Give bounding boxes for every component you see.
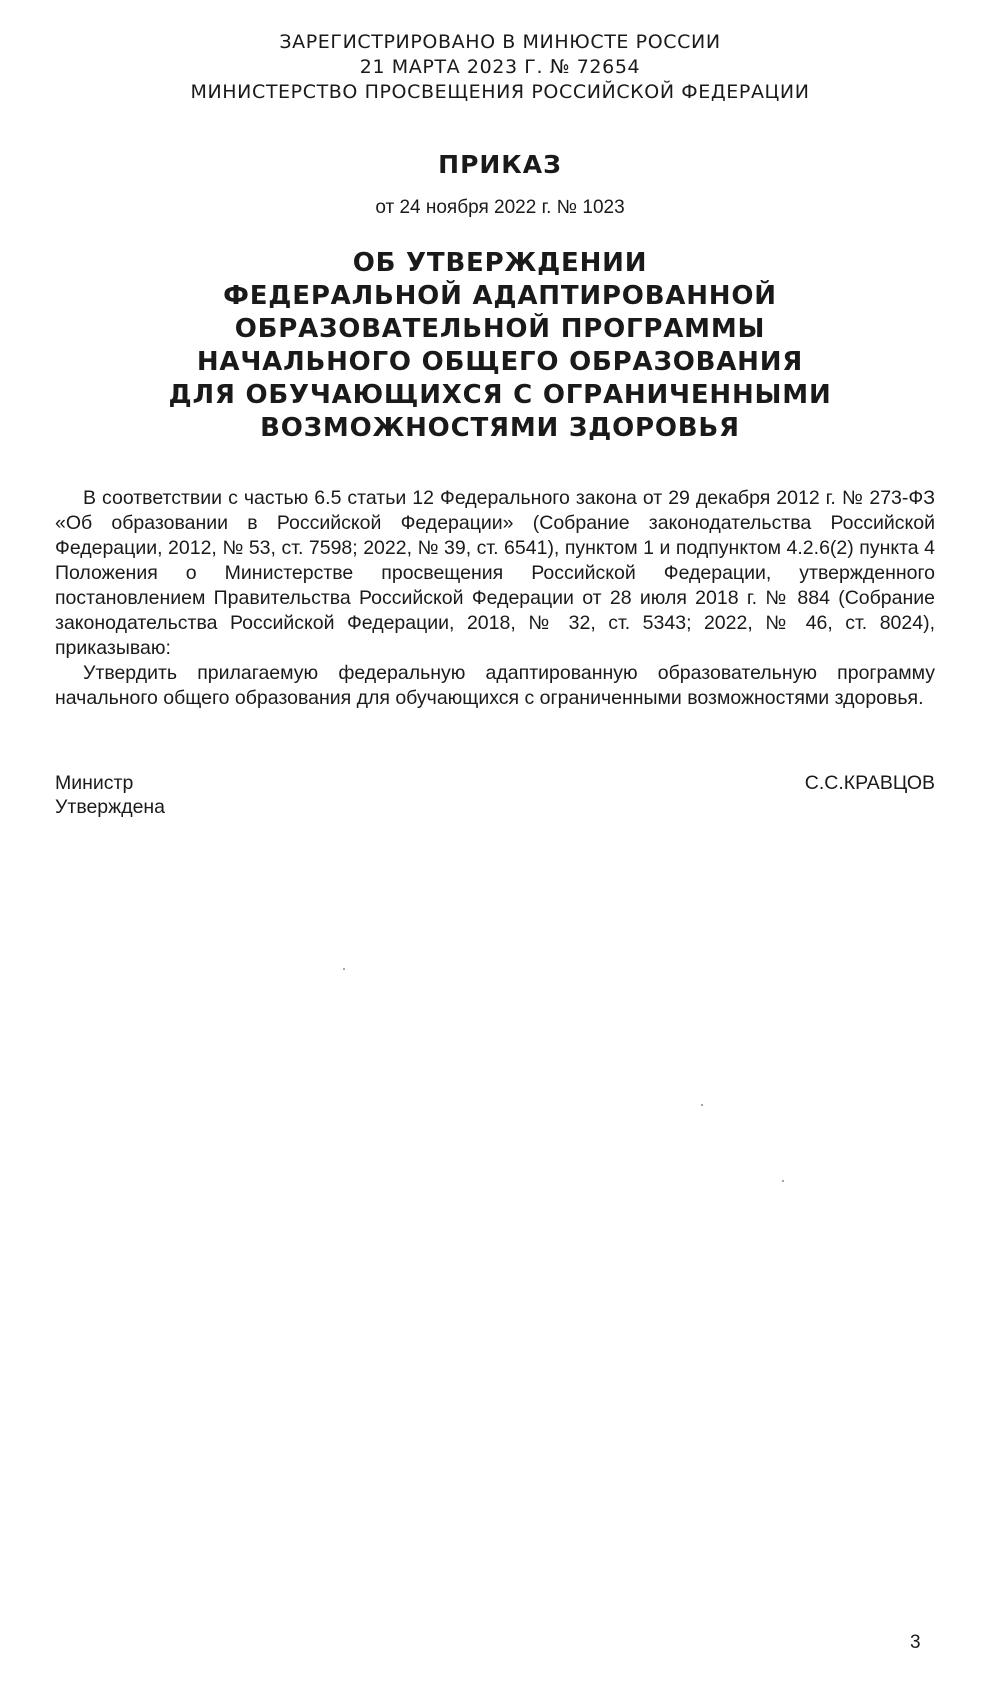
registration-line: ЗАРЕГИСТРИРОВАНО В МИНЮСТЕ РОССИИ [279, 31, 721, 53]
order-date-number: от 24 ноября 2022 г. № 1023 [375, 197, 625, 218]
document-title-line: ОБРАЗОВАТЕЛЬНОЙ ПРОГРАММЫ [234, 314, 766, 344]
document-title [0, 247, 1000, 445]
scan-speck [701, 1104, 703, 1106]
document-title-line: НАЧАЛЬНОГО ОБЩЕГО ОБРАЗОВАНИЯ [196, 347, 804, 377]
body-paragraph: Утвердить прилагаемую федеральную адаптированную образовательную программу начального общего образования для обучающихся с ограниченными возможностями здоровья. [55, 662, 935, 709]
scan-speck [343, 968, 345, 970]
signer-name: С.С.КРАВЦОВ [804, 772, 935, 794]
registration-header [0, 30, 1000, 105]
order-body [55, 486, 935, 711]
document-title-line: ДЛЯ ОБУЧАЮЩИХСЯ С ОГРАНИЧЕННЫМИ [168, 380, 832, 410]
order-title: ПРИКАЗ [438, 150, 562, 179]
ministry-name: МИНИСТЕРСТВО ПРОСВЕЩЕНИЯ РОССИЙСКОЙ ФЕДЕРАЦИИ [190, 81, 810, 103]
approved-label: Утверждена [55, 796, 166, 818]
registration-number-line: 21 МАРТА 2023 Г. № 72654 [359, 56, 641, 78]
document-title-line: ОБ УТВЕРЖДЕНИИ [352, 248, 648, 278]
body-paragraph: В соответствии с частью 6.5 статьи 12 Федерального закона от 29 декабря 2012 г. № 273-ФЗ «Об образовании в Российской Федерации» (Собрание законодательства Российской Федерации, 2012, № 53, ст. 7598; 2022, № 39, ст. 6541), пунктом 1 и подпунктом 4.2.6(2) пункта 4 Положения о Министерстве просвещения Российской Федерации, утвержденного постановлением Правительства Российской Федерации от 28 июля 2018 г. № 884 (Собрание законодательства Российской Федерации, 2018, № 32, ст. 5343; 2022, № 46, ст. 8024), приказываю: [55, 487, 935, 659]
document-title-line: ФЕДЕРАЛЬНОЙ АДАПТИРОВАННОЙ [223, 281, 777, 311]
page-number: 3 [910, 1632, 921, 1653]
signer-position: Министр [55, 772, 134, 794]
document-title-line: ВОЗМОЖНОСТЯМИ ЗДОРОВЬЯ [260, 413, 740, 443]
scan-speck [782, 1180, 784, 1182]
